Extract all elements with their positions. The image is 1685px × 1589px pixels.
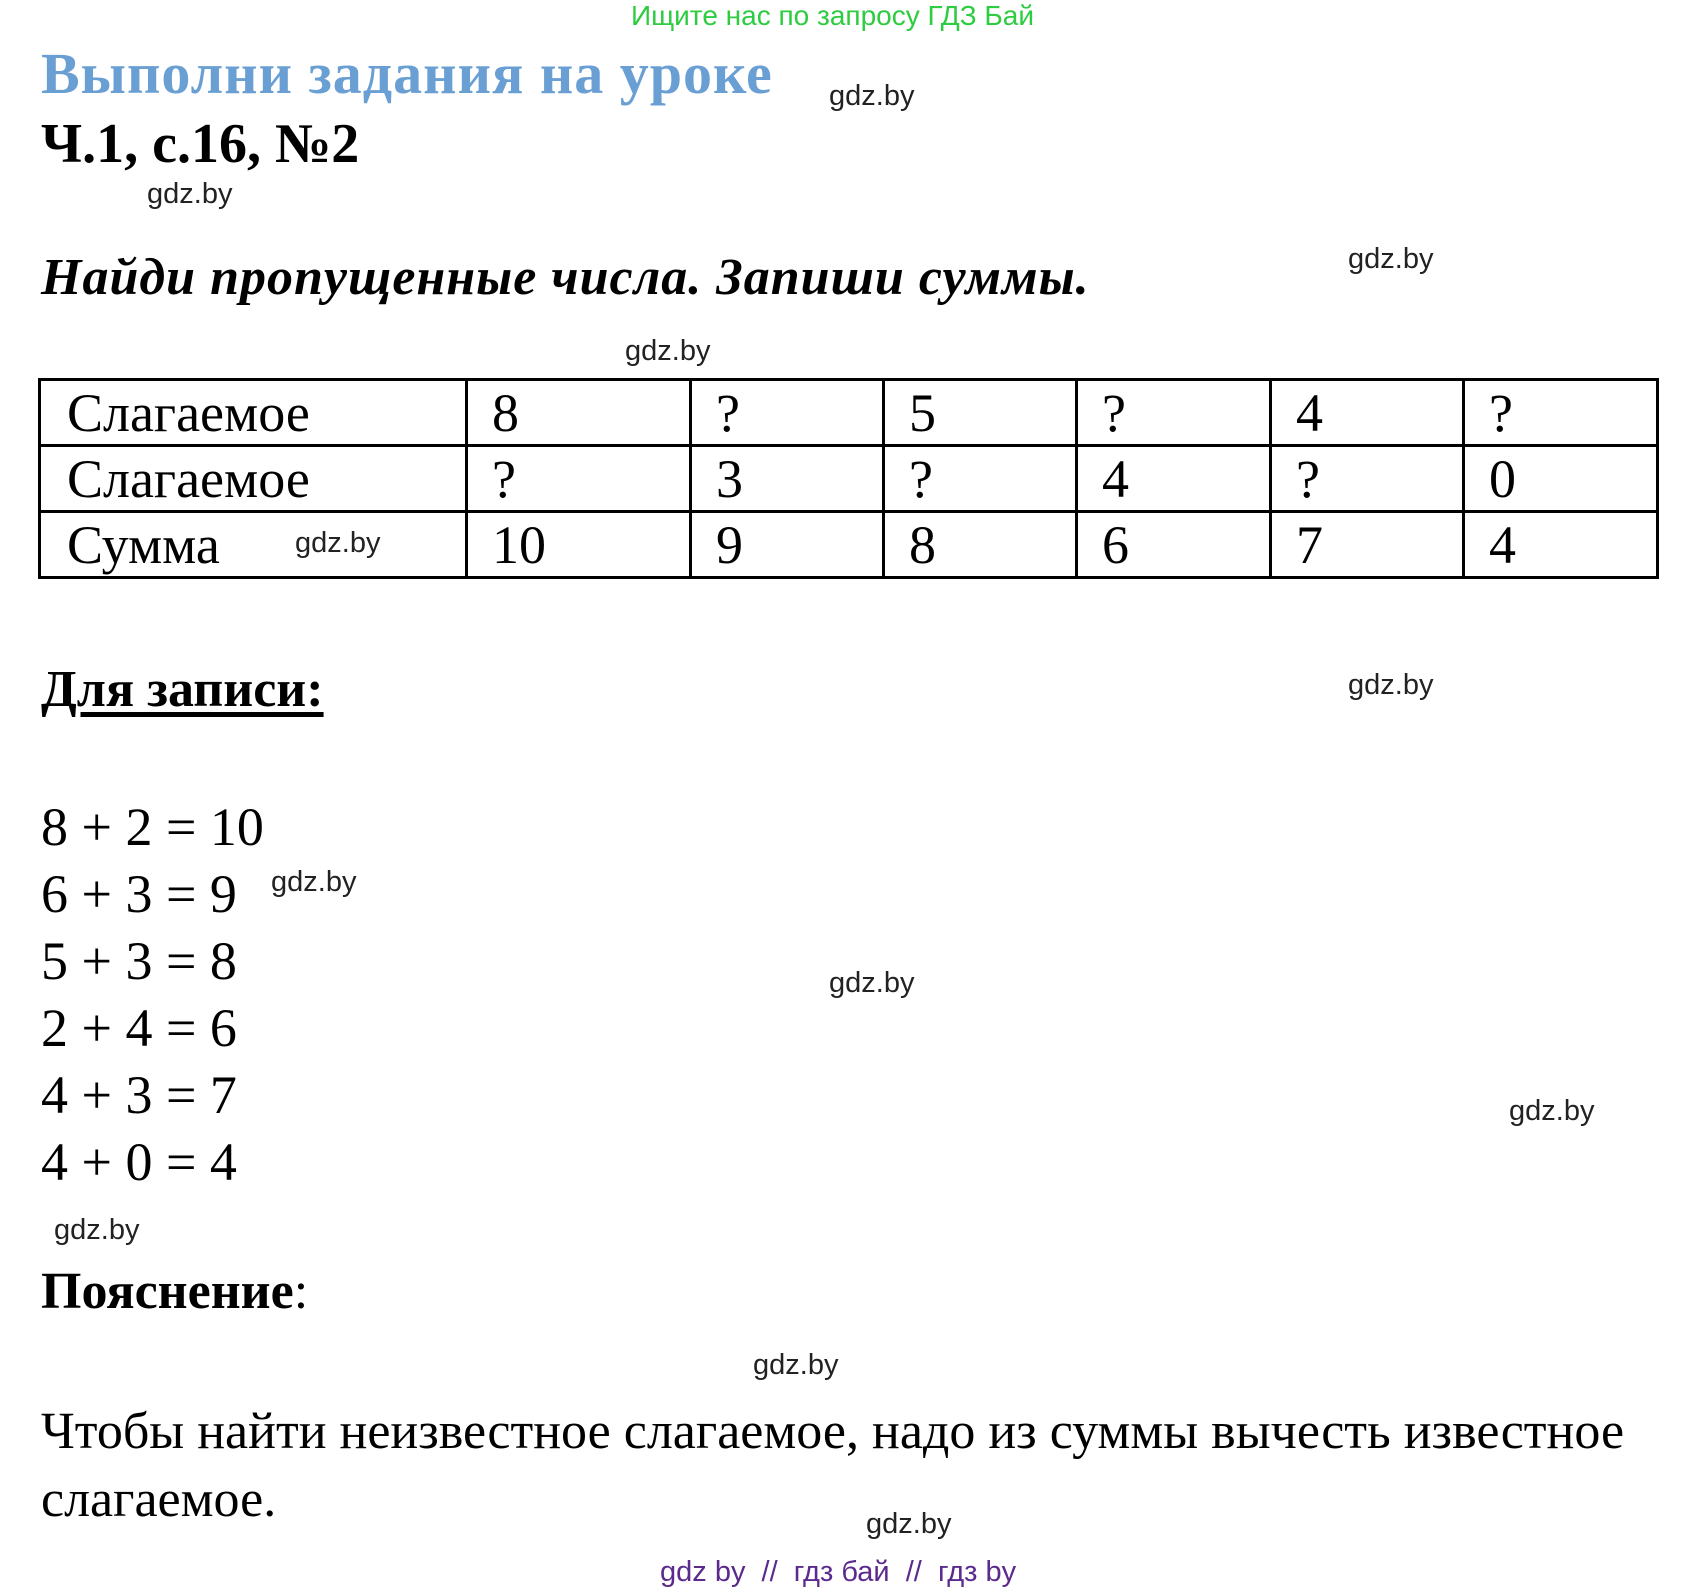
watermark: gdz.by [1348, 669, 1434, 701]
table-row [40, 512, 1658, 578]
table-cell: 4 [1077, 446, 1271, 512]
equation: 2 + 4 = 6 [41, 998, 237, 1058]
table-cell: ? [1271, 446, 1464, 512]
equation: 4 + 3 = 7 [41, 1065, 237, 1125]
table-cell: 4 [1271, 380, 1464, 446]
table-cell: ? [884, 446, 1077, 512]
row-label: Слагаемое [40, 380, 467, 446]
watermark: gdz.by [866, 1508, 952, 1540]
table-cell: ? [467, 446, 691, 512]
table-cell: 8 [884, 512, 1077, 578]
table-cell: 5 [884, 380, 1077, 446]
equation: 4 + 0 = 4 [41, 1132, 237, 1192]
table-cell: ? [691, 380, 884, 446]
watermark: gdz.by [54, 1214, 140, 1246]
explanation-title-text: Пояснение [41, 1263, 294, 1320]
table-row [40, 380, 1658, 446]
addends-table [38, 378, 1659, 579]
watermark: gdz.by [625, 335, 711, 367]
explanation-title-colon: : [293, 1263, 309, 1320]
watermark: gdz.by [147, 178, 233, 210]
task-reference: Ч.1, с.16, №2 [41, 113, 360, 175]
watermark: gdz.by [271, 866, 357, 898]
table-cell: 7 [1271, 512, 1464, 578]
page-heading: Выполни задания на уроке [41, 41, 773, 106]
table-cell: 6 [1077, 512, 1271, 578]
watermark: gdz.by [829, 967, 915, 999]
explanation-text: Чтобы найти неизвестное слагаемое, надо из суммы вычесть известное слагаемое. [41, 1403, 1625, 1528]
equation: 5 + 3 = 8 [41, 931, 237, 991]
watermark: gdz.by [295, 527, 381, 559]
row-label: Сумма [40, 512, 467, 578]
record-title: Для записи: [41, 661, 324, 718]
table-cell: ? [1464, 380, 1658, 446]
table-cell: 3 [691, 446, 884, 512]
table-cell: 10 [467, 512, 691, 578]
table-cell: 9 [691, 512, 884, 578]
table-cell: 4 [1464, 512, 1658, 578]
watermark: gdz.by [829, 80, 915, 112]
top-banner: Ищите нас по запросу ГДЗ Бай [631, 0, 1035, 31]
footer-links: gdz by // гдз бай // гдз by [660, 1556, 1017, 1588]
equation: 8 + 2 = 10 [41, 797, 264, 857]
equation: 6 + 3 = 9 [41, 864, 237, 924]
watermark: gdz.by [1348, 243, 1434, 275]
task-statement: Найди пропущенные числа. Запиши суммы. [41, 249, 1090, 306]
table-row [40, 446, 1658, 512]
explanation-title [41, 1262, 308, 1321]
row-label: Слагаемое [40, 446, 467, 512]
table-cell: ? [1077, 380, 1271, 446]
watermark: gdz.by [1509, 1095, 1595, 1127]
table-cell: 8 [467, 380, 691, 446]
table-cell: 0 [1464, 446, 1658, 512]
watermark: gdz.by [753, 1349, 839, 1381]
